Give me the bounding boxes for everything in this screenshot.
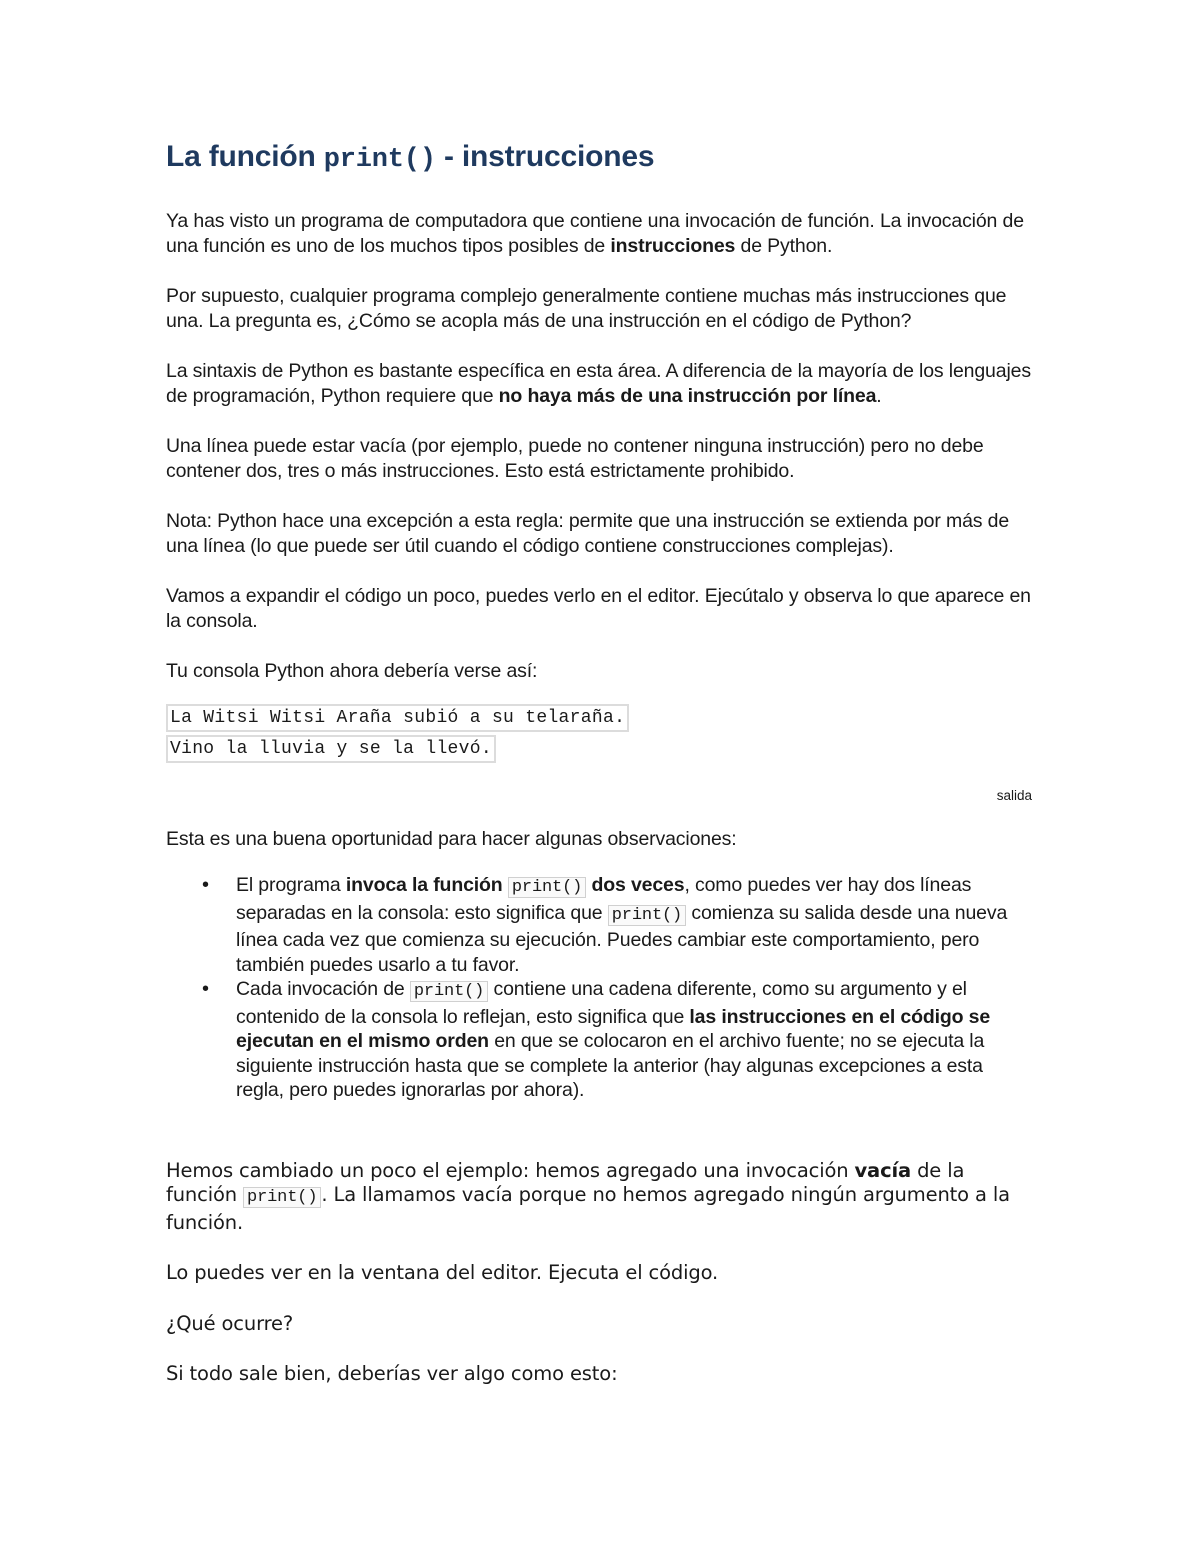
paragraph-text: La sintaxis de Python es bastante específica en esta área. A diferencia de la mayoría de los lenguajes de programación, Python requiere que <box>166 360 1031 407</box>
paragraph-observations-intro: Esta es una buena oportunidad para hacer algunas observaciones: <box>166 827 737 850</box>
paragraph-question: ¿Qué ocurre? <box>166 1311 294 1335</box>
paragraph-note: Nota: Python hace una excepción a esta regla: permite que una instrucción se extienda por más de una línea (lo que puede ser útil cuando el código contiene construcciones complejas). <box>166 510 1010 557</box>
document-page <box>166 138 1032 1413</box>
bold-term-instrucciones: instrucciones <box>610 234 736 257</box>
paragraph-text: Ya has visto un programa de computadora que contiene una invocación de función. La invocación de una función es uno de los muchos tipos posibles de <box>166 210 1024 257</box>
inline-code: print() <box>243 1187 321 1208</box>
paragraph-text: . La llamamos vacía porque no hemos agregado ningún argumento a la función. <box>166 1183 1010 1234</box>
console-line-2: Vino la lluvia y se la llevó. <box>166 735 496 763</box>
list-item <box>236 873 1032 977</box>
list-text: en que se colocaron en el archivo fuente; no se ejecuta la siguiente instrucción hasta que se complete la anterior (hay algunas excepciones a esta regla, pero puedes ignorarlas por ahora). <box>236 1030 985 1101</box>
page-title <box>166 138 1032 179</box>
paragraph-text: Hemos cambiado un poco el ejemplo: hemos agregado una invocación <box>166 1158 855 1182</box>
title-text-after: - instrucciones <box>435 140 655 173</box>
paragraph-expected-output: Si todo sale bien, deberías ver algo como esto: <box>166 1362 618 1385</box>
title-text-before: La función <box>166 140 324 173</box>
bold-text: las instrucciones en el código se ejecutan en el mismo orden <box>236 1005 991 1052</box>
paragraph-empty-print <box>166 1159 1032 1236</box>
bold-text: dos veces <box>586 874 685 896</box>
list-text: , como puedes ver hay dos líneas separadas en la consola: esto significa que <box>236 874 972 924</box>
paragraph-expand-code: Vamos a expandir el código un poco, puedes verlo en el editor. Ejecútalo y observa lo que aparece en la consola. <box>166 585 1031 632</box>
console-output <box>166 704 1032 766</box>
console-line-1: La Witsi Witsi Araña subió a su telaraña. <box>166 704 629 732</box>
list-text: contiene una cadena diferente, como su argumento y el contenido de la consola lo reflejan, esto significa que <box>236 978 967 1028</box>
paragraph-syntax <box>166 359 1032 408</box>
paragraph-text: de Python. <box>735 234 833 257</box>
console-caption: salida <box>996 787 1032 803</box>
paragraph-text: de la función <box>166 1158 965 1206</box>
inline-code: print() <box>508 877 586 898</box>
bold-text: invoca la función <box>345 874 508 896</box>
list-text: Cada invocación de <box>236 978 410 1000</box>
paragraph-console-intro: Tu consola Python ahora debería verse así: <box>166 660 538 682</box>
inline-code: print() <box>608 905 686 926</box>
paragraph-empty-line: Una línea puede estar vacía (por ejemplo, puede no contener ninguna instrucción) pero no debe contener dos, tres o más instrucciones. Esto está estrictamente prohibido. <box>166 435 984 482</box>
paragraph-text: . <box>876 384 882 407</box>
list-item <box>236 977 1032 1103</box>
list-text: comienza su salida desde una nueva línea cada vez que comienza su ejecución. Puedes cambiar este comportamiento, pero también puedes usarlo a tu favor. <box>236 901 1008 976</box>
title-code: print() <box>323 145 436 175</box>
inline-code: print() <box>410 981 488 1002</box>
observations-list <box>166 873 1032 1103</box>
list-text: El programa <box>236 874 346 896</box>
paragraph-complex-programs: Por supuesto, cualquier programa complejo generalmente contiene muchas más instrucciones que una. La pregunta es, ¿Cómo se acopla más de una instrucción en el código de Python? <box>166 285 1007 332</box>
bold-rule-one-instruction: no haya más de una instrucción por línea <box>498 384 877 407</box>
paragraph-editor-window: Lo puedes ver en la ventana del editor. Ejecuta el código. <box>166 1261 719 1284</box>
paragraph-invocation <box>166 209 1032 258</box>
bold-term-vacia: vacía <box>854 1158 912 1182</box>
